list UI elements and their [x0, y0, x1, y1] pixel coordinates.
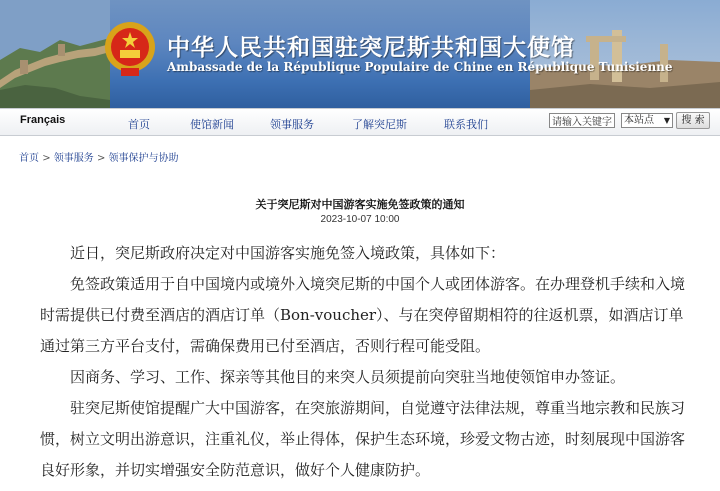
breadcrumb-home-link[interactable]: 首页 [19, 153, 39, 164]
breadcrumb-protection-link[interactable]: 领事保护与协助 [108, 153, 179, 164]
search-scope-select[interactable] [621, 113, 673, 128]
article-title: 关于突尼斯对中国游客实施免签政策的通知 [255, 198, 465, 211]
great-wall-image [0, 0, 110, 108]
nav-item-home[interactable]: 首页 [128, 118, 150, 131]
nav-item-consular-services[interactable]: 领事服务 [270, 118, 314, 131]
language-switch-link[interactable]: Français [20, 114, 66, 126]
site-title-cn: 中华人民共和国驻突尼斯共和国大使馆 [167, 35, 575, 61]
national-emblem-icon [103, 20, 157, 78]
nav-item-contact-us[interactable]: 联系我们 [444, 118, 488, 131]
article-date: 2023-10-07 10:00 [320, 214, 400, 225]
nav-item-about-tunisia[interactable]: 了解突尼斯 [352, 118, 407, 131]
breadcrumb-separator: > [42, 153, 54, 164]
site-title-fr: Ambassade de la République Populaire de Chine en République Tunisienne [167, 60, 673, 74]
search-input[interactable] [549, 113, 615, 128]
breadcrumb-separator: > [96, 153, 109, 164]
breadcrumb [19, 149, 179, 164]
chevron-down-icon: ▼ [663, 116, 670, 125]
search-scope-value: 本站点 [624, 115, 654, 126]
article-paragraph: 免签政策适用于自中国境内或境外入境突尼斯的中国个人或团体游客。在办理登机手续和入境时需提供已付费至酒店的酒店订单（Bon-voucher）、与在突停留期相符的往返机票，如酒店订单通过第三方平台支付，需确保费用已付至酒店，否则行程可能受阻。 [40, 275, 686, 355]
search-button[interactable]: 搜 索 [676, 112, 710, 129]
header-banner [0, 0, 720, 108]
nav-item-embassy-news[interactable]: 使馆新闻 [190, 118, 234, 131]
article-paragraph: 因商务、学习、工作、探亲等其他目的来突人员须提前向突驻当地使领馆申办签证。 [70, 368, 626, 386]
article-body [40, 238, 685, 486]
article-paragraph: 驻突尼斯使馆提醒广大中国游客，在突旅游期间，自觉遵守法律法规，尊重当地宗教和民族习惯，树立文明出游意识，注重礼仪，举止得体，保护生态环境，珍爱文物古迹，时刻展现中国游客良好形象，并切实增强安全防范意识，做好个人健康防护。 [40, 399, 686, 479]
article-paragraph: 近日，突尼斯政府决定对中国游客实施免签入境政策，具体如下： [70, 244, 506, 262]
breadcrumb-consular-link[interactable]: 领事服务 [53, 153, 94, 164]
main-nav [0, 108, 720, 136]
